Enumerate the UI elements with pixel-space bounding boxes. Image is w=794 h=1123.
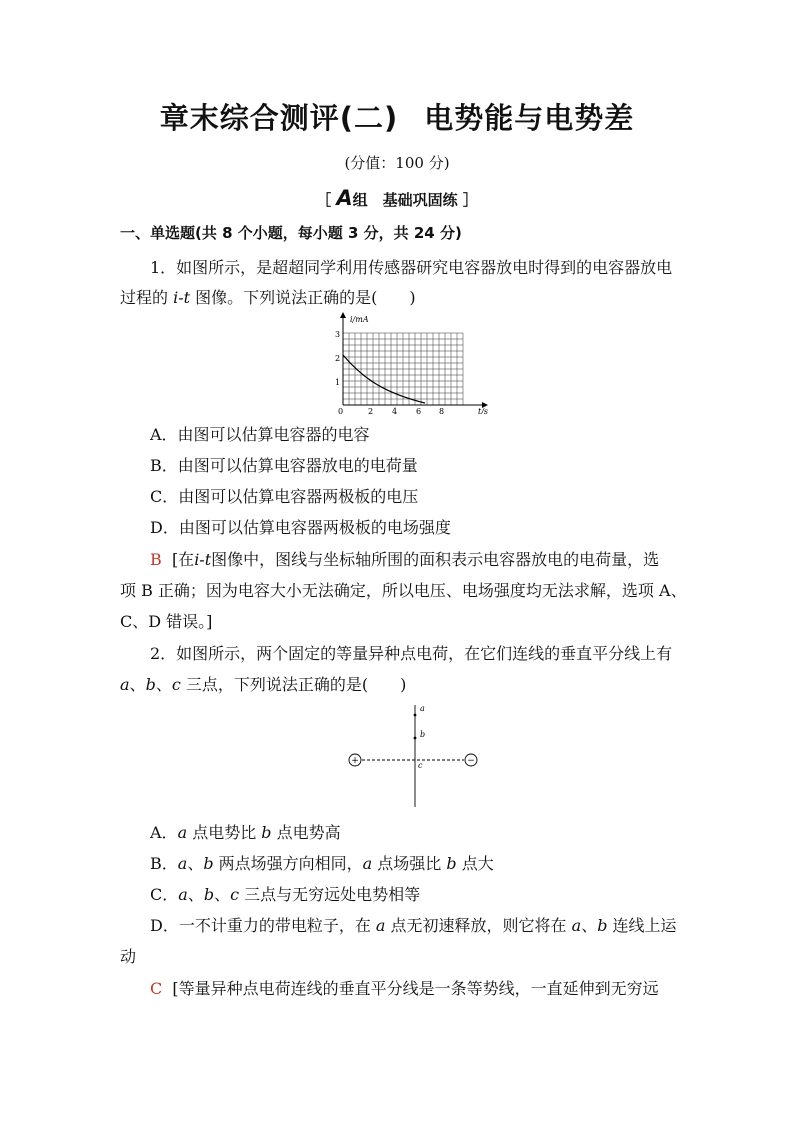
q2-option-a: A．a 点电势比 b 点电势高 (150, 823, 341, 842)
sep: 、 (129, 675, 146, 694)
y-axis-label: i/mA (350, 315, 369, 324)
x-tick-6: 6 (416, 407, 422, 414)
discharge-curve (343, 355, 425, 403)
q2-stem-text: 三点，下列说法正确的是( ) (180, 675, 407, 694)
q1-analysis-text: [在 (171, 550, 195, 569)
title-part1: 章末综合测评(二) (159, 101, 399, 135)
var-a: a (120, 675, 130, 694)
page-title (0, 96, 794, 137)
y-tick-1: 1 (335, 378, 341, 387)
title-part2: 电势能与电势差 (424, 101, 635, 135)
plus-label: + (351, 756, 359, 766)
x-axis-label: t/s (478, 407, 489, 414)
point-a (414, 714, 417, 717)
x-tick-2: 2 (368, 407, 374, 414)
point-b (414, 737, 417, 740)
q1-answer: B (150, 550, 162, 569)
q2-charge-diagram (340, 700, 490, 810)
q1-stem-var: i-t (173, 288, 191, 307)
x-tick-4: 4 (392, 407, 398, 414)
q1-stem-text: 过程的 (120, 288, 169, 307)
bracket-close: ］ (462, 191, 478, 209)
var-b: b (145, 675, 156, 694)
q2-analysis-line1 (150, 976, 710, 999)
label-c: c (418, 761, 423, 770)
score-note: (分值：100 分) (344, 154, 450, 172)
q1-option-b: B．由图可以估算电容器放电的电荷量 (150, 456, 418, 475)
section-heading: 一、单选题(共 8 个小题，每小题 3 分，共 24 分) (120, 224, 462, 242)
y-tick-3: 3 (335, 330, 341, 339)
origin-label: 0 (338, 407, 344, 414)
q1-stem-text2: 图像。下列说法正确的是( ) (195, 288, 416, 307)
y-tick-2: 2 (335, 354, 341, 363)
x-tick-8: 8 (439, 407, 445, 414)
sep: 、 (155, 675, 172, 694)
q1-option-d: D．由图可以估算电容器两极板的电场强度 (150, 518, 451, 537)
q2-option-c: C．a、b、c 三点与无穷远处电势相等 (150, 885, 421, 904)
q2-option-d-cont: 动 (120, 947, 137, 966)
minus-label: − (467, 756, 475, 766)
label-a: a (420, 704, 425, 713)
q2-analysis-text: [等量异种点电荷连线的垂直平分线是一条等势线，一直延伸到无穷远 (172, 979, 659, 998)
q1-analysis-line3: C、D 错误。] (120, 612, 213, 631)
group-letter: A (336, 186, 353, 210)
group-label: 组 基础巩固练 (352, 191, 458, 209)
q2-stem-line2 (120, 672, 680, 695)
bracket-open: ［ (316, 191, 332, 209)
var-c: c (171, 675, 181, 694)
q1-analysis-line1 (150, 547, 710, 570)
q2-stem-line1: 2．如图所示，两个固定的等量异种点电荷，在它们连线的垂直平分线上有 (150, 644, 673, 663)
q1-analysis-line2: 项 B 正确；因为电容大小无法确定，所以电压、电场强度均无法求解，选项 A、 (120, 581, 687, 600)
q1-option-c: C．由图可以估算电容器两极板的电压 (150, 487, 419, 506)
y-axis-arrow (340, 312, 346, 318)
q1-analysis-text2: 图像中，图线与坐标轴所围的面积表示电容器放电的电荷量，选 (211, 550, 660, 569)
q1-stem-line2 (120, 285, 680, 308)
q2-option-b: B．a、b 两点场强方向相同，a 点场强比 b 点大 (150, 854, 494, 873)
q1-stem-line1: 1．如图所示，是超超同学利用传感器研究电容器放电时得到的电容器放电 (150, 258, 673, 277)
group-heading (0, 186, 794, 210)
q2-answer: C (150, 979, 163, 998)
q1-option-a: A．由图可以估算电容器的电容 (150, 425, 370, 444)
q1-analysis-var: i-t (194, 550, 212, 569)
q2-option-d: D．一不计重力的带电粒子，在 a 点无初速释放，则它将在 a、b 连线上运 (150, 916, 677, 935)
graph-grid (343, 333, 463, 405)
q1-it-graph (330, 310, 500, 414)
label-b: b (420, 730, 426, 739)
